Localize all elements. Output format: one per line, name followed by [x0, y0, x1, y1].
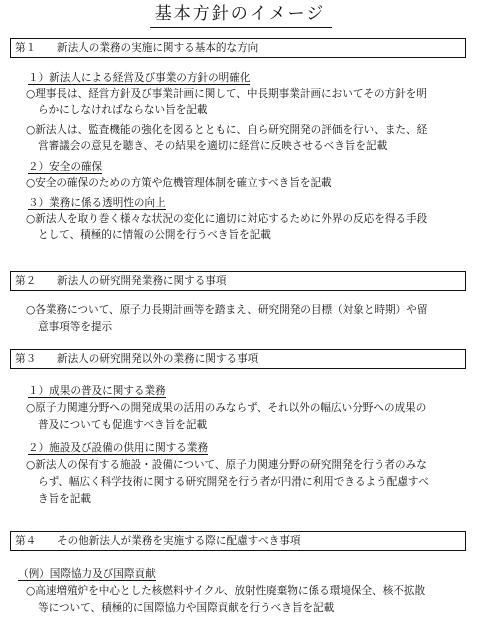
section-2-para-1-line-1: ○各業務について、原子力長期計画等を踏まえ、研究開発の目標（対象と時期）や留: [26, 304, 428, 316]
section-1-number: 第１: [15, 42, 37, 54]
section-2-number: 第２: [15, 275, 37, 287]
section-1-item-1-para-1-line-1: ○理事長は、経営方針及び事業計画に関して、中長期事業計画においてその方針を明: [26, 88, 427, 100]
section-1-item-1-para-2-line-2: 営審議会の意見を聴き、その結果を適切に経営に反映させるべき旨を記載: [38, 140, 388, 152]
section-1-item-3-label: ３）業務に係る透明性の向上: [28, 197, 166, 209]
section-1-item-1-para-1-line-2: らかにしなければならない旨を記載: [38, 104, 208, 116]
section-3-number: 第３: [15, 353, 37, 365]
section-4-heading-box: [10, 531, 466, 551]
section-1-heading: 新法人の業務の実施に関する基本的な方向: [57, 42, 259, 54]
section-1-item-3-para-1-line-1: ○新法人を取り巻く様々な状況の変化に適切に対応するために外界の反応を得る手段: [26, 213, 428, 225]
section-1-item-1-label: １）新法人による経営及び事業の方針の明確化: [28, 72, 251, 84]
section-3-item-2-para-1-line-1: ○新法人の保有する施設・設備について、原子力関連分野の研究開発を行う者のみな: [26, 459, 427, 471]
section-2-heading: 新法人の研究開発業務に関する事項: [57, 275, 227, 287]
title-underline: [150, 27, 332, 28]
section-3-heading: 新法人の研究開発以外の業務に関する事項: [57, 353, 259, 365]
section-4-number: 第４: [15, 535, 37, 547]
section-4-item-1-para-1-line-2: 等について、積極的に国際協力や国際貢献を行うべき旨を記載: [38, 602, 335, 614]
section-4-heading: その他新法人が業務を実施する際に配慮すべき事項: [57, 535, 301, 547]
section-3-item-1-para-1-line-2: 普及についても促進すべき旨を記載: [38, 419, 208, 431]
section-2-heading-box: [10, 271, 466, 291]
section-3-heading-box: [10, 349, 466, 369]
section-3-item-1-label: １）成果の普及に関する業務: [28, 385, 166, 397]
section-1-heading-box: [10, 38, 466, 58]
section-4-item-1-para-1-line-1: ○高速増殖炉を中心とした核燃料サイクル、放射性廃棄物に係る環境保全、核不拡散: [26, 585, 426, 597]
section-3-item-2-label: ２）施設及び設備の供用に関する業務: [28, 442, 209, 454]
section-2-para-1-line-2: 意事項等を提示: [38, 321, 113, 333]
section-1-item-1-para-2-line-1: ○新法人は、監査機能の強化を図るとともに、自ら研究開発の評価を行い、また、経: [26, 124, 428, 136]
section-1-item-2-para-1-line-1: ○安全の確保のための方策や危機管理体制を確立すべき旨を記載: [26, 177, 332, 189]
section-1-item-2-label: ２）安全の確保: [28, 161, 103, 173]
section-3-item-2-para-1-line-2: らず、幅広く科学技術に関する研究開発を行う者が円滑に利用できるよう配慮すべ: [38, 476, 429, 488]
section-1-item-3-para-1-line-2: として、積極的に情報の公開を行うべき旨を記載: [38, 229, 271, 241]
section-4-item-1-label: （例）国際協力及び国際貢献: [18, 568, 156, 580]
page-title: 基本方針のイメージ: [154, 4, 326, 24]
section-3-item-1-para-1-line-1: ○原子力関連分野への開発成果の活用のみならず、それ以外の幅広い分野への成果の: [26, 402, 427, 414]
section-3-item-2-para-1-line-3: き旨を記載: [38, 493, 91, 505]
